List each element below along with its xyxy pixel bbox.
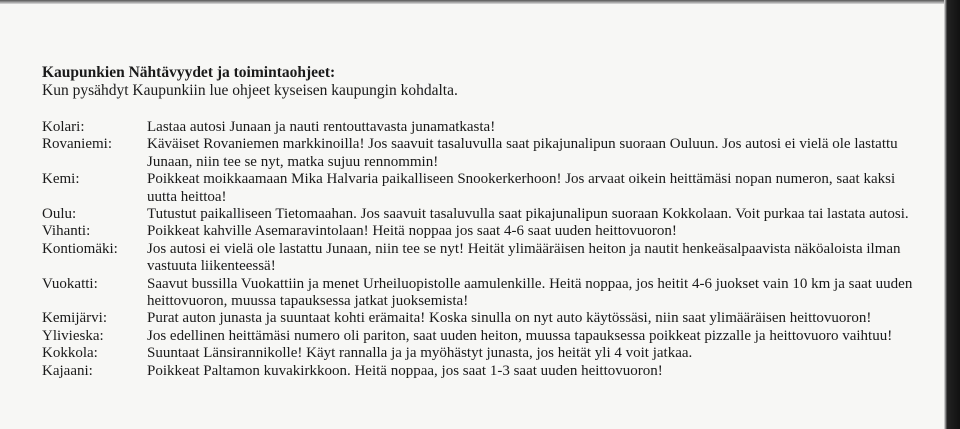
city-name: Vuokatti: — [42, 275, 98, 292]
city-instruction: Käväiset Rovaniemen markkinoilla! Jos saavuit tasaluvulla saat pikajunalipun suoraan Ouluun. Jos autosi ei vielä ole lastattu Junaan, niin tee se nyt, matka sujuu rennommin! — [147, 136, 898, 170]
city-instructions-list — [42, 119, 922, 380]
city-name: Kokkola: — [42, 345, 98, 362]
document-intro: Kun pysähdyt Kaupunkiin lue ohjeet kyseisen kaupungin kohdalta. — [42, 82, 458, 99]
city-name: Kontiomäki: — [42, 240, 118, 257]
city-entry — [42, 206, 922, 223]
city-instruction: Purat auton junasta ja suuntaat kohti erämaita! Koska sinulla on nyt auto käytössäsi, niin saat ylimääräisen heittovuoron! — [147, 310, 872, 327]
city-entry — [42, 345, 922, 362]
city-instruction: Jos edellinen heittämäsi numero oli pariton, saat uuden heiton, muussa tapauksessa poikkeat pizzalle ja heittovuoro vaihtuu! — [147, 327, 893, 344]
city-instruction: Poikkeat Paltamon kuvakirkkoon. Heitä noppaa, jos saat 1-3 saat uuden heittovuoron! — [147, 362, 663, 379]
scan-right-edge — [944, 0, 960, 429]
city-name: Kolari: — [42, 119, 85, 135]
city-entry — [42, 171, 922, 206]
city-name: Ylivieska: — [42, 327, 104, 344]
city-entry — [42, 276, 922, 311]
scan-top-edge — [0, 0, 960, 4]
city-name: Oulu: — [42, 206, 77, 223]
city-instruction: Lastaa autosi Junaan ja nauti rentouttavasta junamatkasta! — [147, 119, 496, 135]
city-name: Kemijärvi: — [42, 310, 107, 327]
city-instruction: Poikkeat moikkaamaan Mika Halvaria paikalliseen Snookerkerhoon! Jos arvaat oikein heittämäsi nopan numeron, saat kaksi uutta heittoa! — [147, 171, 896, 205]
city-name: Kemi: — [42, 171, 80, 188]
city-instruction: Poikkeat kahville Asemaravintolaan! Heitä noppaa jos saat 4-6 saat uuden heittovuoron! — [147, 223, 677, 240]
city-name: Rovaniemi: — [42, 136, 112, 153]
city-entry — [42, 310, 922, 327]
city-entry — [42, 328, 922, 345]
city-name: Kajaani: — [42, 362, 93, 379]
city-entry — [42, 136, 922, 171]
document-title: Kaupunkien Nähtävyydet ja toimintaohjeet: — [42, 64, 336, 81]
city-entry — [42, 119, 922, 136]
city-name: Vihanti: — [42, 223, 91, 240]
city-instruction: Tutustut paikalliseen Tietomaahan. Jos saavuit tasaluvulla saat pikajunalipun suoraan Kokkolaan. Voit purkaa tai lastata autosi. — [147, 206, 909, 223]
city-entry — [42, 241, 922, 276]
city-entry — [42, 223, 922, 240]
city-instruction: Saavut bussilla Vuokattiin ja menet Urheiluopistolle aamulenkille. Heitä noppaa, jos heitit 4-6 juokset vain 10 km ja saat uuden heittovuoron, muussa tapauksessa jatkat juoksemista! — [147, 275, 913, 310]
city-instruction: Suuntaat Länsirannikolle! Käyt rannalla ja ja myöhästyt junasta, jos heität yli 4 voit jatkaa. — [147, 345, 693, 362]
city-entry — [42, 363, 922, 380]
city-instruction: Jos autosi ei vielä ole lastattu Junaan, niin tee se nyt! Heität ylimääräisen heiton ja nautit henkeäsalpaavista näköaloista ilman vastuuta liikenteessä! — [147, 240, 901, 275]
